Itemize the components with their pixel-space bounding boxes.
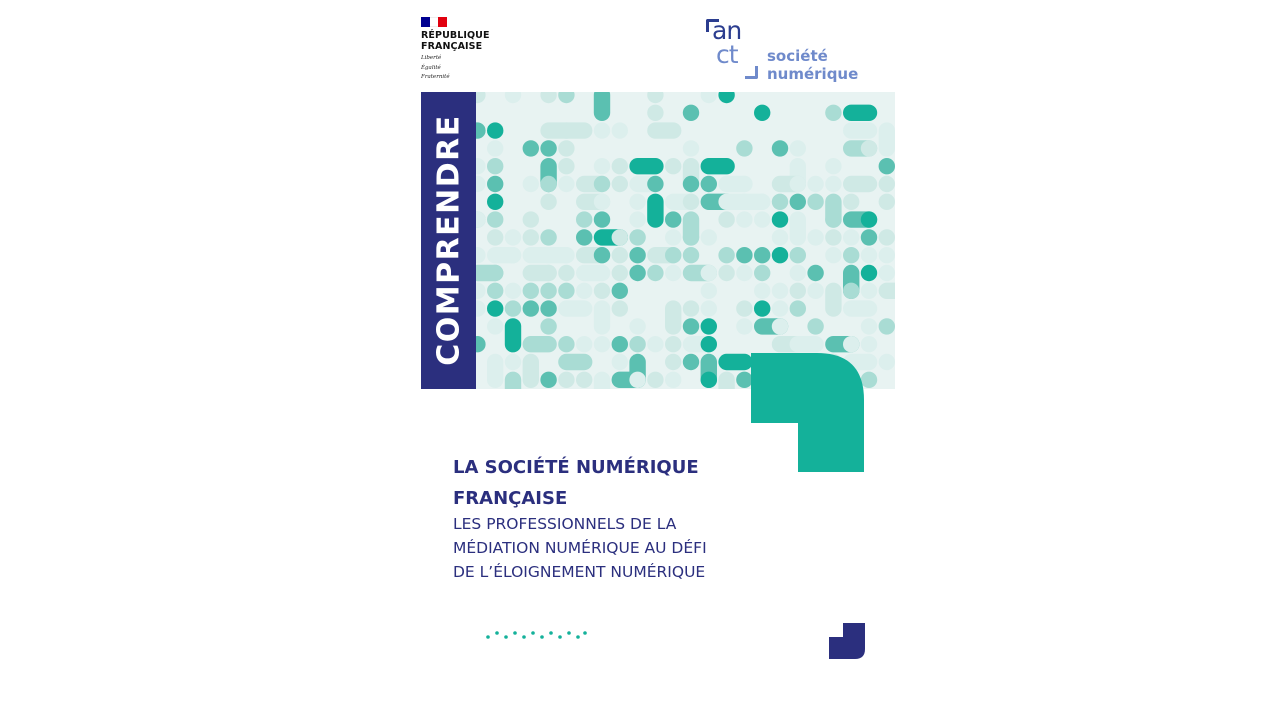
pattern-dot-59 [612, 176, 628, 192]
pattern-dot-195 [879, 283, 895, 299]
pattern-dot-224 [772, 318, 788, 334]
pattern-dot-127 [843, 229, 859, 245]
pattern-dot-58 [594, 176, 610, 192]
pattern-dot-216 [487, 318, 503, 334]
pattern-dot-231 [523, 336, 557, 352]
pattern-dot-180 [505, 283, 521, 299]
pattern-dot-251 [523, 354, 539, 388]
pattern-dot-24 [879, 122, 895, 156]
pattern-dot-274 [629, 372, 645, 388]
pattern-dot-78 [629, 194, 645, 210]
pattern-dot-129 [879, 229, 895, 245]
pattern-dot-236 [629, 336, 645, 352]
pattern-dot-108 [825, 211, 841, 227]
bracket-bottom-right [745, 66, 758, 79]
pattern-dot-114 [505, 229, 521, 245]
anct-logo [704, 17, 864, 83]
pattern-dot-201 [523, 300, 539, 316]
pattern-dot-265 [879, 354, 895, 370]
pattern-dot-252 [558, 354, 592, 370]
pattern-dot-217 [505, 318, 521, 352]
hero-pattern [421, 92, 895, 389]
pattern-dot-162 [629, 265, 645, 281]
pattern-dot-158 [558, 265, 574, 281]
pattern-dot-193 [843, 283, 859, 299]
pattern-dot-147 [772, 247, 788, 263]
pattern-dot-30 [558, 140, 574, 156]
title-line-2: FRANÇAISE [453, 488, 568, 509]
pattern-dot-205 [612, 300, 628, 316]
pattern-dot-208 [701, 300, 717, 316]
pattern-dot-53 [487, 176, 503, 192]
pattern-dot-151 [861, 247, 877, 263]
pattern-dot-44 [665, 158, 681, 174]
pattern-dot-65 [736, 176, 752, 192]
pattern-dot-103 [718, 211, 734, 227]
pattern-dot-110 [861, 211, 877, 227]
pattern-dot-43 [629, 158, 663, 174]
pattern-dot-36 [861, 140, 877, 156]
pattern-dot-100 [629, 211, 645, 227]
pattern-dot-77 [594, 194, 610, 210]
pattern-dot-209 [736, 300, 752, 316]
pattern-dot-152 [879, 247, 895, 263]
pattern-dot-11 [647, 105, 663, 121]
document-title [453, 452, 753, 514]
pattern-dot-33 [772, 140, 788, 156]
subtitle-line-2: MÉDIATION NUMÉRIQUE AU DÉFI [453, 539, 707, 557]
pattern-dot-98 [576, 211, 592, 227]
pattern-dot-42 [612, 158, 628, 174]
pattern-dot-19 [558, 122, 592, 138]
pattern-dot-250 [505, 354, 521, 370]
pattern-dot-38 [487, 158, 503, 174]
pattern-dot-105 [754, 211, 770, 227]
pattern-dot-32 [736, 140, 752, 156]
pattern-dot-210 [754, 300, 770, 316]
dot-pattern-graphic [421, 92, 895, 389]
anct-label-line2: numérique [767, 65, 859, 83]
motto-liberte: Liberté [421, 55, 442, 61]
pattern-dot-75 [540, 194, 556, 210]
anct-mark-an: an [712, 16, 742, 45]
pattern-dot-225 [807, 318, 823, 334]
pattern-dot-174 [879, 265, 895, 281]
pattern-dot-63 [701, 176, 717, 192]
pattern-dot-221 [701, 318, 717, 334]
pattern-dot-227 [879, 318, 895, 334]
pattern-dot-119 [612, 229, 628, 245]
pattern-dot-234 [594, 336, 610, 352]
pattern-dot-70 [843, 176, 877, 192]
pattern-dot-164 [665, 265, 681, 281]
pattern-dot-62 [683, 176, 699, 192]
pattern-dot-160 [594, 265, 610, 281]
pattern-dot-2 [505, 92, 521, 103]
pattern-dot-188 [754, 283, 770, 299]
pattern-dot-28 [523, 140, 539, 156]
pattern-dot-139 [612, 247, 628, 263]
pattern-dot-149 [825, 247, 841, 263]
pattern-dot-90 [843, 194, 859, 210]
pattern-dot-269 [540, 372, 556, 388]
pattern-dot-200 [505, 300, 521, 316]
pattern-dot-150 [843, 247, 859, 263]
republique-francaise-logo [421, 17, 511, 81]
pattern-dot-61 [647, 176, 663, 192]
pattern-dot-255 [665, 354, 681, 370]
pattern-dot-125 [807, 229, 823, 245]
pattern-dot-104 [736, 211, 752, 227]
anct-mark [704, 17, 758, 79]
pattern-dot-96 [487, 211, 503, 227]
pattern-dot-271 [576, 372, 592, 388]
pattern-dot-48 [825, 158, 841, 174]
pattern-dot-171 [807, 265, 823, 281]
pattern-dot-143 [683, 247, 699, 263]
pattern-dot-13 [754, 105, 770, 121]
pattern-dot-140 [629, 247, 645, 263]
anct-label-line1: société [767, 47, 828, 65]
pattern-dot-41 [594, 158, 610, 174]
subtitle-line-1: LES PROFESSIONNELS DE LA [453, 515, 677, 533]
republic-line-2: FRANÇAISE [421, 41, 483, 52]
pattern-dot-99 [594, 211, 610, 227]
pattern-dot-68 [807, 176, 823, 192]
pattern-dot-278 [718, 372, 734, 389]
pattern-dot-6 [647, 92, 663, 103]
pattern-dot-15 [843, 105, 877, 121]
pattern-dot-157 [540, 265, 556, 281]
pattern-dot-204 [594, 300, 610, 334]
teal-decorative-shape [751, 353, 864, 472]
pattern-dot-20 [594, 122, 610, 138]
pattern-dot-85 [754, 194, 770, 210]
pattern-dot-170 [790, 265, 806, 281]
pattern-dot-91 [879, 194, 895, 210]
anct-label [767, 47, 858, 83]
pattern-dot-133 [505, 247, 521, 263]
pattern-dot-124 [772, 229, 788, 245]
pattern-dot-277 [701, 372, 717, 388]
pattern-dot-79 [647, 194, 663, 228]
pattern-dot-189 [772, 283, 788, 299]
pattern-dot-22 [647, 122, 681, 138]
pattern-dot-242 [790, 336, 824, 352]
pattern-dot-145 [736, 247, 752, 263]
pattern-dot-184 [576, 283, 592, 299]
pattern-dot-14 [825, 105, 841, 121]
pattern-dot-23 [843, 122, 877, 138]
pattern-dot-161 [612, 265, 628, 281]
pattern-dot-213 [843, 300, 877, 316]
pattern-dot-183 [558, 283, 574, 299]
pattern-dot-40 [558, 158, 574, 174]
pattern-dot-226 [861, 318, 877, 334]
pattern-dot-203 [558, 300, 592, 316]
pattern-dot-167 [718, 265, 734, 281]
pattern-dot-71 [879, 176, 895, 192]
pattern-dot-113 [487, 229, 503, 245]
title-line-1: LA SOCIÉTÉ NUMÉRIQUE [453, 457, 699, 478]
pattern-dot-168 [736, 265, 752, 281]
pattern-dot-86 [772, 194, 788, 210]
corner-mark [829, 623, 865, 659]
pattern-dot-106 [772, 211, 788, 227]
pattern-dot-270 [558, 372, 574, 388]
pattern-dot-272 [594, 372, 610, 389]
pattern-dot-121 [665, 229, 681, 245]
pattern-dot-54 [523, 176, 539, 192]
pattern-dot-194 [861, 283, 877, 299]
french-flag-icon [421, 17, 447, 27]
pattern-dot-97 [523, 211, 539, 227]
pattern-dot-219 [629, 318, 645, 334]
pattern-dot-237 [647, 336, 663, 352]
pattern-dot-258 [718, 354, 752, 370]
pattern-dot-190 [790, 283, 806, 299]
pattern-dot-220 [683, 318, 699, 334]
pattern-dot-31 [683, 140, 699, 156]
pattern-dot-207 [683, 300, 699, 316]
pattern-dot-222 [736, 318, 752, 334]
pattern-dot-34 [790, 140, 806, 156]
pattern-dot-136 [558, 247, 574, 263]
pattern-dot-115 [523, 229, 539, 245]
pattern-dot-117 [576, 229, 592, 245]
pattern-dot-235 [612, 336, 628, 352]
pattern-dot-4 [558, 92, 574, 103]
motto-fraternite: Fraternité [421, 74, 450, 80]
pattern-dot-163 [647, 265, 663, 281]
pattern-dot-146 [754, 247, 770, 263]
pattern-dot-199 [487, 300, 503, 316]
pattern-dot-138 [594, 247, 610, 263]
pattern-dot-268 [505, 372, 521, 389]
pattern-dot-233 [576, 336, 592, 352]
pattern-dot-240 [701, 336, 717, 352]
pattern-dot-275 [647, 372, 663, 388]
pattern-dot-7 [701, 92, 717, 103]
pattern-dot-256 [683, 354, 699, 370]
pattern-dot-179 [487, 283, 503, 299]
pattern-dot-181 [523, 283, 539, 299]
pattern-dot-55 [540, 176, 556, 192]
motto-egalite: Égalité [421, 64, 441, 71]
pattern-dot-29 [540, 140, 556, 156]
pattern-dot-128 [861, 229, 877, 245]
pattern-dot-126 [825, 229, 841, 245]
pattern-dot-148 [790, 247, 806, 263]
category-label: COMPRENDRE [431, 114, 467, 366]
pattern-dot-101 [665, 211, 681, 227]
pattern-dot-107 [790, 211, 806, 245]
pattern-dot-69 [825, 176, 841, 192]
pattern-dot-116 [540, 229, 556, 245]
republic-line-1: RÉPUBLIQUE [421, 30, 490, 41]
pattern-dot-81 [683, 194, 699, 210]
pattern-dot-276 [665, 372, 681, 388]
pattern-dot-206 [665, 300, 681, 334]
pattern-dot-202 [540, 300, 556, 316]
pattern-dot-17 [487, 122, 503, 138]
pattern-dot-21 [612, 122, 628, 138]
pattern-dot-166 [701, 265, 717, 281]
pattern-dot-49 [879, 158, 895, 174]
pattern-dot-173 [861, 265, 877, 281]
pattern-dot-120 [629, 229, 645, 245]
pattern-dot-3 [540, 92, 556, 103]
pattern-dot-191 [807, 283, 823, 299]
pattern-dot-238 [665, 336, 681, 352]
pattern-dot-87 [790, 194, 806, 210]
pattern-dot-74 [487, 194, 503, 210]
pattern-dot-123 [701, 229, 717, 245]
pattern-dot-244 [843, 336, 859, 352]
pattern-dot-192 [825, 283, 841, 317]
pattern-dot-56 [558, 176, 574, 192]
document-subtitle [453, 512, 773, 584]
pattern-dot-245 [861, 336, 877, 352]
pattern-dot-122 [683, 229, 699, 245]
anct-mark-ct: ct [716, 40, 738, 69]
pattern-dot-5 [594, 92, 610, 121]
pattern-dot-8 [718, 92, 734, 103]
pattern-dot-218 [540, 318, 556, 334]
pattern-dot-142 [665, 247, 681, 263]
dotted-wave-decoration [484, 627, 594, 641]
pattern-dot-186 [612, 283, 628, 299]
pattern-dot-67 [790, 176, 806, 192]
pattern-dot-253 [612, 354, 628, 370]
pattern-dot-232 [558, 336, 574, 352]
pattern-dot-27 [487, 140, 503, 156]
pattern-dot-155 [487, 265, 503, 281]
pattern-dot-249 [487, 354, 503, 388]
pattern-dot-182 [540, 283, 556, 299]
pattern-dot-144 [718, 247, 734, 263]
pattern-dot-187 [701, 283, 717, 299]
pattern-dot-169 [754, 265, 770, 281]
pattern-dot-185 [594, 283, 610, 299]
pattern-dot-46 [701, 158, 735, 174]
pattern-dot-88 [807, 194, 823, 210]
pattern-dot-12 [683, 105, 699, 121]
subtitle-line-3: DE L’ÉLOIGNEMENT NUMÉRIQUE [453, 563, 706, 581]
pattern-dot-212 [790, 300, 806, 316]
pattern-dot-211 [772, 300, 788, 316]
